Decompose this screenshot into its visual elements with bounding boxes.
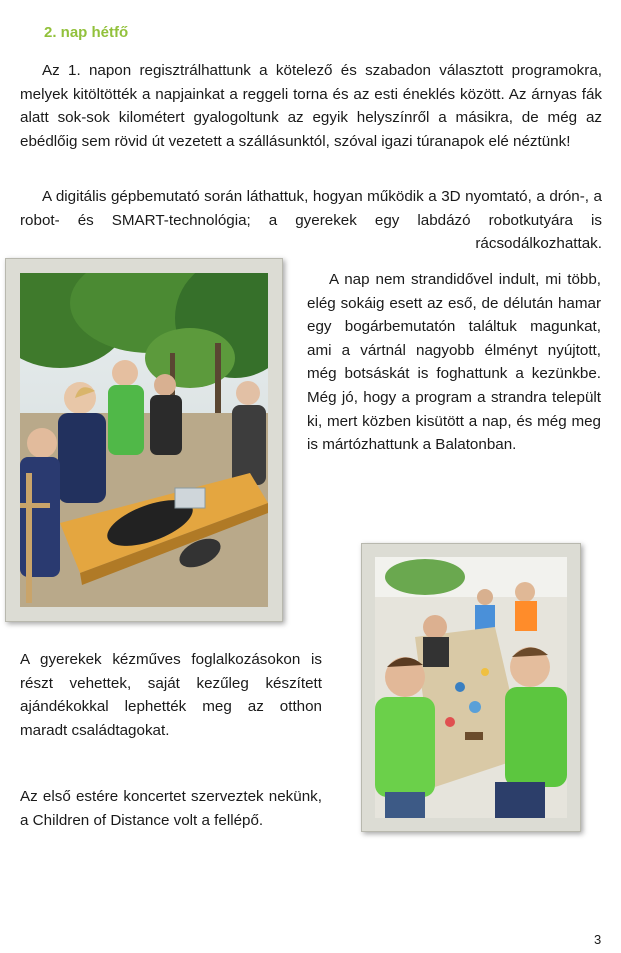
paragraph-insect-show: A nap nem strandidővel indult, mi több, elég sokáig esett az eső, de délután hamar egy bogárbemutatón találtuk magunkat, ami a vártnál nagyobb élményt nyújtott, még botsáskát is foghattunk a kezünkbe. Még jó, hogy a program a strandra települt ki, mert közben kisütött a nap, és még meg is mártózhattunk a Balatonban.: [307, 271, 601, 454]
photo-craft-workshop: [375, 557, 567, 818]
page-number: 3: [594, 932, 602, 947]
paragraph-concert: Az első estére koncertet szerveztek nekünk, a Children of Distance volt a fellépő.: [20, 788, 322, 829]
paragraph-registration: Az 1. napon regisztrálhattunk a kötelező és szabadon választott programokra, melyek kitöltötték a napjainkat a reggeli torna és az esti éneklés között. Az árnyas fák alatt sok-sok kilométert gyalogoltunk az egyik helyszínről a másikra, de még az ebédlőig sem rövid út vezetett a szállásunktól, szóval igazi túranapok elé néztünk!: [20, 62, 602, 150]
photo-insect-exhibition: [20, 273, 268, 607]
paragraph-crafts: A gyerekek kézműves foglalkozásokon is részt vehettek, saját kezűleg készített ajándékokkal lephették meg az otthon maradt családtagokat.: [20, 651, 322, 739]
photo-frame-crafts: [361, 543, 581, 832]
section-heading: 2. nap hétfő: [44, 24, 129, 41]
paragraph-digital-demo: A digitális gépbemutató során láthattuk, hogyan működik a 3D nyomtató, a drón-, a robot- és SMART-technológia; a gyerekek egy labdázó robotkutyára is rácsodálkozhattak.: [20, 188, 602, 253]
photo-frame-insects: [5, 258, 283, 622]
